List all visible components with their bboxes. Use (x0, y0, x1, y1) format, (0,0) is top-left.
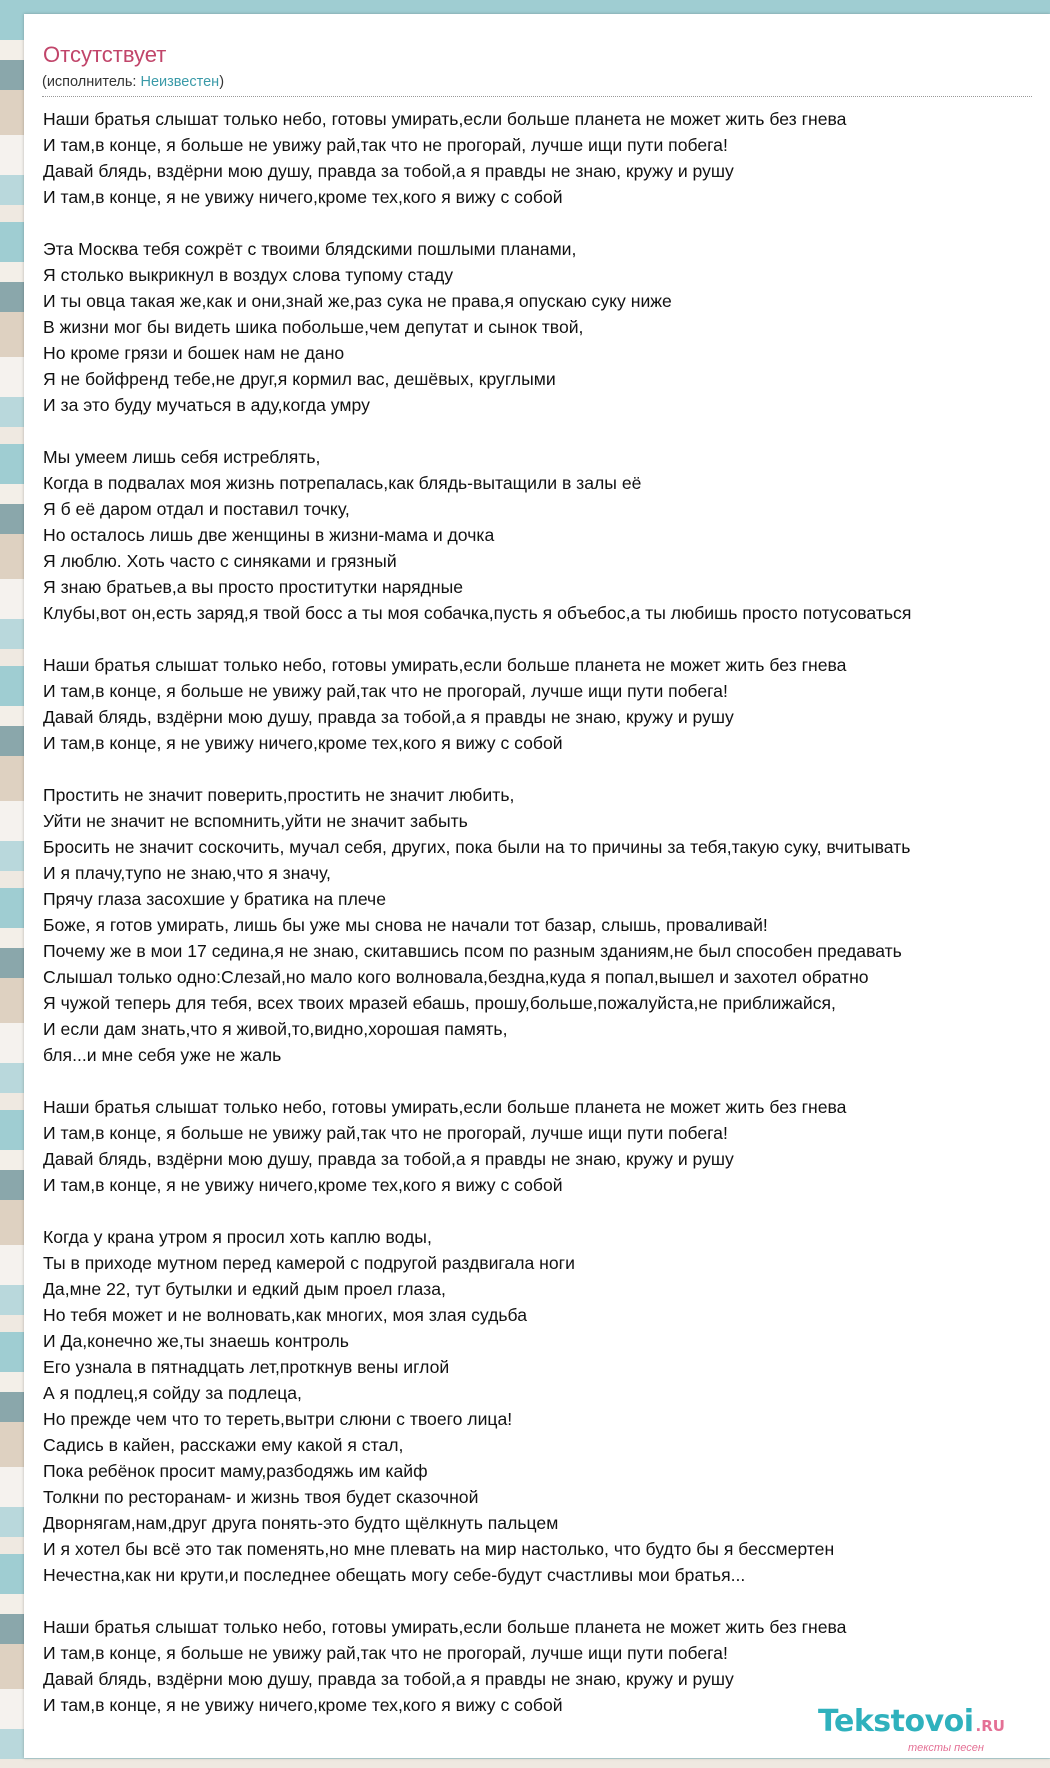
lyric-line: Боже, я готов умирать, лишь бы уже мы снова не начали тот базар, слышь, проваливай! (43, 915, 768, 935)
lyrics-text (43, 106, 1050, 1718)
lyric-line: Наши братья слышат только небо, готовы умирать,если больше планета не может жить без гнева (43, 1097, 847, 1117)
stanza-break (43, 1588, 1050, 1614)
performer-link[interactable]: Неизвестен (140, 74, 220, 90)
lyric-line: И Да,конечно же,ты знаешь контроль (43, 1331, 349, 1351)
lyric-line: Садись в кайен, расскажи ему какой я стал, (43, 1435, 404, 1455)
performer-line (42, 74, 224, 90)
lyric-line: Мы умеем лишь себя истреблять, (43, 447, 321, 467)
lyric-line: Почему же в мои 17 седина,я не знаю, скитавшись псом по разным зданиям,не был способен предавать (43, 941, 902, 961)
lyric-line: Но осталось лишь две женщины в жизни-мама и дочка (43, 525, 495, 545)
performer-close: ) (219, 74, 225, 90)
lyric-line: Нечестна,как ни крути,и последнее обещать могу себе-будут счастливы мои братья... (43, 1565, 746, 1585)
lyric-line: Прячу глаза засохшие у братика на плече (43, 889, 387, 909)
stanza-break (43, 210, 1050, 236)
lyrics-page (24, 14, 1050, 1758)
lyric-line: И там,в конце, я больше не увижу рай,так что не прогорай, лучше ищи пути побега! (43, 1643, 728, 1663)
lyric-line: И если дам знать,что я живой,то,видно,хорошая память, (43, 1019, 508, 1039)
lyric-line: Эта Москва тебя сожрёт с твоими блядскими пошлыми планами, (43, 239, 577, 259)
lyric-line: Толкни по ресторанам- и жизнь твоя будет сказочной (43, 1487, 479, 1507)
performer-label: (исполнитель: (42, 74, 141, 90)
lyric-line: Клубы,вот он,есть заряд,я твой босс а ты моя собачка,пусть я объебос,а ты любишь просто потусоваться (43, 603, 912, 623)
lyric-line: Но кроме грязи и бошек нам не дано (43, 343, 345, 363)
lyric-line: Я люблю. Хоть часто с синяками и грязный (43, 551, 397, 571)
lyric-line: Наши братья слышат только небо, готовы умирать,если больше планета не может жить без гнева (43, 1617, 847, 1637)
lyric-line: В жизни мог бы видеть шика побольше,чем депутат и сынок твой, (43, 317, 584, 337)
lyric-line: Давай блядь, вздёрни мою душу, правда за тобой,а я правды не знаю, кружу и рушу (43, 1149, 734, 1169)
lyric-line: И за это буду мучаться в аду,когда умру (43, 395, 370, 415)
lyric-line: Пока ребёнок просит маму,разбодяжь им кайф (43, 1461, 428, 1481)
lyric-line: Наши братья слышат только небо, готовы умирать,если больше планета не может жить без гнева (43, 109, 847, 129)
lyric-line: Бросить не значит соскочить, мучал себя, других, пока были на то причины за тебя,такую суку, вчитывать (43, 837, 911, 857)
logo-tagline: тексты песен (908, 1742, 984, 1754)
lyric-line: И я хотел бы всё это так поменять,но мне плевать на мир настолько, что будто бы я бессмертен (43, 1539, 835, 1559)
song-title: Отсутствует (43, 42, 167, 67)
lyric-line: И там,в конце, я не увижу ничего,кроме тех,кого я вижу с собой (43, 1695, 563, 1715)
lyric-line: Его узнала в пятнадцать лет,проткнув вены иглой (43, 1357, 450, 1377)
logo-name: Tekstovoi (818, 1704, 974, 1739)
lyric-line: Простить не значит поверить,простить не значит любить, (43, 785, 515, 805)
lyric-line: бля...и мне себя уже не жаль (43, 1045, 282, 1065)
stanza-break (43, 418, 1050, 444)
lyric-line: Слышал только одно:Слезай,но мало кого волновала,бездна,куда я попал,вышел и захотел обратно (43, 967, 869, 987)
lyric-line: Давай блядь, вздёрни мою душу, правда за тобой,а я правды не знаю, кружу и рушу (43, 161, 734, 181)
lyric-line: Давай блядь, вздёрни мою душу, правда за тобой,а я правды не знаю, кружу и рушу (43, 707, 734, 727)
lyric-line: Я столько выкрикнул в воздух слова тупому стаду (43, 265, 454, 285)
lyric-line: Но тебя может и не волновать,как многих, моя злая судьба (43, 1305, 528, 1325)
lyric-line: И там,в конце, я не увижу ничего,кроме тех,кого я вижу с собой (43, 187, 563, 207)
lyric-line: Наши братья слышат только небо, готовы умирать,если больше планета не может жить без гнева (43, 655, 847, 675)
lyric-line: И я плачу,тупо не знаю,что я значу, (43, 863, 331, 883)
lyric-line: И ты овца такая же,как и они,знай же,раз сука не права,я опускаю суку ниже (43, 291, 672, 311)
stanza-break (43, 1198, 1050, 1224)
lyric-line: Когда в подвалах моя жизнь потрепалась,как блядь-вытащили в залы её (43, 473, 642, 493)
lyric-line: Я знаю братьев,а вы просто проститутки нарядные (43, 577, 464, 597)
lyric-line: И там,в конце, я больше не увижу рай,так что не прогорай, лучше ищи пути побега! (43, 681, 728, 701)
lyric-line: Давай блядь, вздёрни мою душу, правда за тобой,а я правды не знаю, кружу и рушу (43, 1669, 734, 1689)
logo-tld: .RU (975, 1717, 1005, 1735)
lyric-line: И там,в конце, я больше не увижу рай,так что не прогорай, лучше ищи пути побега! (43, 135, 728, 155)
title-divider (42, 96, 1032, 97)
lyric-line: Я не бойфренд тебе,не друг,я кормил вас, дешёвых, круглыми (43, 369, 556, 389)
lyric-line: И там,в конце, я больше не увижу рай,так что не прогорай, лучше ищи пути побега! (43, 1123, 728, 1143)
lyric-line: И там,в конце, я не увижу ничего,кроме тех,кого я вижу с собой (43, 1175, 563, 1195)
lyric-line: И там,в конце, я не увижу ничего,кроме тех,кого я вижу с собой (43, 733, 563, 753)
stanza-break (43, 756, 1050, 782)
lyric-line: Ты в приходе мутном перед камерой с подругой раздвигала ноги (43, 1253, 575, 1273)
lyric-line: Да,мне 22, тут бутылки и едкий дым проел глаза, (43, 1279, 446, 1299)
stanza-break (43, 1068, 1050, 1094)
site-logo[interactable] (818, 1704, 1005, 1754)
lyric-line: Я чужой теперь для тебя, всех твоих мразей ебашь, прошу,больше,пожалуйста,не приближайся, (43, 993, 836, 1013)
lyric-line: Дворнягам,нам,друг друга понять-это будто щёлкнуть пальцем (43, 1513, 559, 1533)
lyric-line: А я подлец,я сойду за подлеца, (43, 1383, 302, 1403)
lyric-line: Но прежде чем что то тереть,вытри слюни с твоего лица! (43, 1409, 513, 1429)
stanza-break (43, 626, 1050, 652)
lyric-line: Уйти не значит не вспомнить,уйти не значит забыть (43, 811, 468, 831)
lyric-line: Когда у крана утром я просил хоть каплю воды, (43, 1227, 432, 1247)
lyric-line: Я б её даром отдал и поставил точку, (43, 499, 350, 519)
